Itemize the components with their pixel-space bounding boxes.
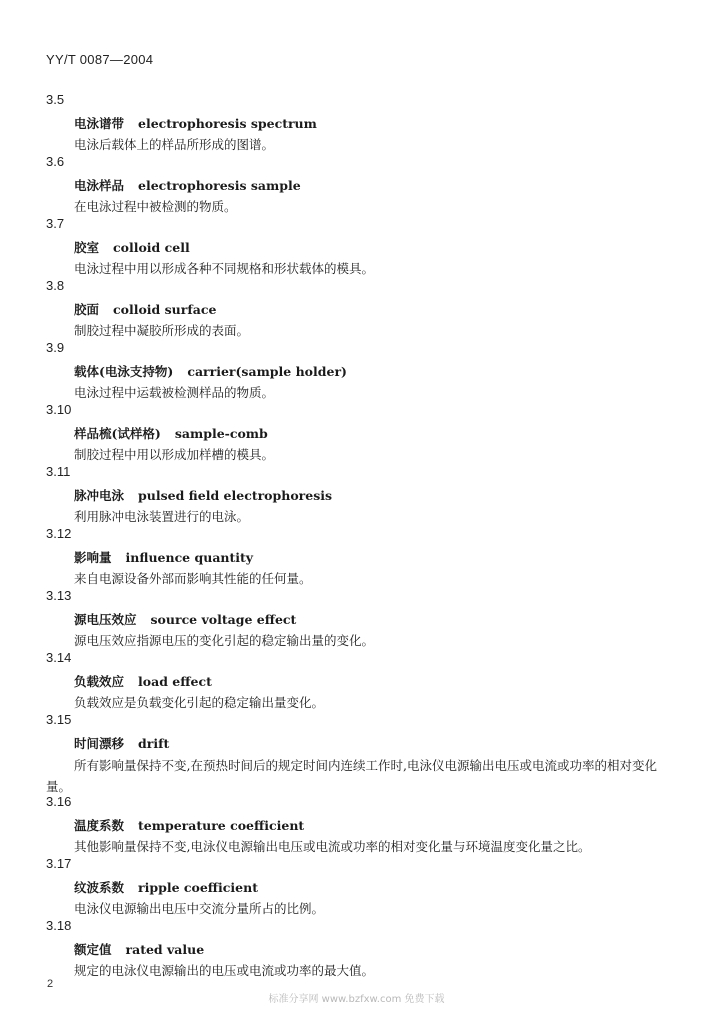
watermark: 标准分享网 www.bzfxw.com 免费下载 xyxy=(268,994,445,1005)
term-en: source voltage effect xyxy=(150,612,297,627)
term-definition: 电泳后载体上的样品所形成的图谱。 xyxy=(74,137,275,152)
term-en: pulsed field electrophoresis xyxy=(138,488,333,503)
term-heading xyxy=(74,300,216,318)
term-heading xyxy=(74,486,332,504)
term-definition: 制胶过程中凝胶所形成的表面。 xyxy=(74,323,250,338)
term-zh: 脉冲电泳 xyxy=(74,488,125,503)
term-en: influence quantity xyxy=(125,550,254,565)
term-en: sample-comb xyxy=(174,426,268,441)
clause-number: 3.11 xyxy=(46,464,71,479)
term-definition: 规定的电泳仪电源输出的电压或电流或功率的最大值。 xyxy=(74,963,375,978)
term-zh: 电泳样品 xyxy=(74,178,125,193)
term-definition: 来自电源设备外部而影响其性能的任何量。 xyxy=(74,571,312,586)
term-en: colloid cell xyxy=(113,240,190,255)
term-en: ripple coefficient xyxy=(138,880,258,895)
term-zh: 影响量 xyxy=(74,550,112,565)
standard-code-header: YY/T 0087—2004 xyxy=(46,52,154,67)
term-heading xyxy=(74,114,317,132)
term-definition: 所有影响量保持不变,在预热时间后的规定时间内连续工作时,电泳仪电源输出电压或电流或功率的相对变化量。 xyxy=(46,758,657,794)
term-heading xyxy=(74,940,204,958)
clause-number: 3.9 xyxy=(46,340,65,355)
term-en: temperature coefficient xyxy=(138,818,305,833)
clause-number: 3.17 xyxy=(46,856,72,871)
page-number: 2 xyxy=(47,978,54,990)
term-zh: 源电压效应 xyxy=(74,612,137,627)
clause-number: 3.6 xyxy=(46,154,65,169)
term-heading xyxy=(74,362,347,380)
term-zh: 时间漂移 xyxy=(74,736,125,751)
term-heading xyxy=(74,878,258,896)
clause-number: 3.12 xyxy=(46,526,72,541)
term-heading xyxy=(74,610,296,628)
clause-number: 3.15 xyxy=(46,712,72,727)
term-en: electrophoresis sample xyxy=(138,178,301,193)
term-heading xyxy=(74,424,268,442)
term-definition: 制胶过程中用以形成加样槽的模具。 xyxy=(74,447,275,462)
term-zh: 负载效应 xyxy=(74,674,125,689)
clause-number: 3.16 xyxy=(46,794,72,809)
term-heading xyxy=(74,734,169,752)
term-en: rated value xyxy=(125,942,205,957)
term-zh: 额定值 xyxy=(74,942,112,957)
term-zh: 温度系数 xyxy=(74,818,125,833)
term-zh: 纹波系数 xyxy=(74,880,125,895)
term-heading xyxy=(74,672,212,690)
clause-number: 3.14 xyxy=(46,650,72,665)
term-definition: 电泳仪电源输出电压中交流分量所占的比例。 xyxy=(74,901,325,916)
term-zh: 电泳谱带 xyxy=(74,116,125,131)
clause-number: 3.13 xyxy=(46,588,72,603)
clause-number: 3.7 xyxy=(46,216,65,231)
term-definition: 利用脉冲电泳装置进行的电泳。 xyxy=(74,509,250,524)
clause-number: 3.18 xyxy=(46,918,72,933)
term-en: electrophoresis spectrum xyxy=(138,116,317,131)
term-heading xyxy=(74,238,190,256)
clause-number: 3.8 xyxy=(46,278,65,293)
term-definition: 电泳过程中用以形成各种不同规格和形状载体的模具。 xyxy=(74,261,375,276)
term-en: colloid surface xyxy=(113,302,217,317)
term-definition: 电泳过程中运载被检测样品的物质。 xyxy=(74,385,275,400)
clause-number: 3.10 xyxy=(46,402,72,417)
term-definition: 其他影响量保持不变,电泳仪电源输出电压或电流或功率的相对变化量与环境温度变化量之比。 xyxy=(74,839,591,854)
term-en: load effect xyxy=(138,674,212,689)
term-definition: 负载效应是负载变化引起的稳定输出量变化。 xyxy=(74,695,325,710)
term-heading xyxy=(74,548,253,566)
term-zh: 胶面 xyxy=(74,302,100,317)
term-definition: 源电压效应指源电压的变化引起的稳定输出量的变化。 xyxy=(74,633,375,648)
clause-number: 3.5 xyxy=(46,92,65,107)
term-en: carrier(sample holder) xyxy=(187,364,347,379)
term-zh: 胶室 xyxy=(74,240,100,255)
term-zh: 载体(电泳支持物) xyxy=(74,364,174,379)
term-definition: 在电泳过程中被检测的物质。 xyxy=(74,199,237,214)
term-heading xyxy=(74,176,301,194)
term-zh: 样品梳(试样格) xyxy=(74,426,161,441)
term-heading xyxy=(74,816,304,834)
term-en: drift xyxy=(138,736,170,751)
